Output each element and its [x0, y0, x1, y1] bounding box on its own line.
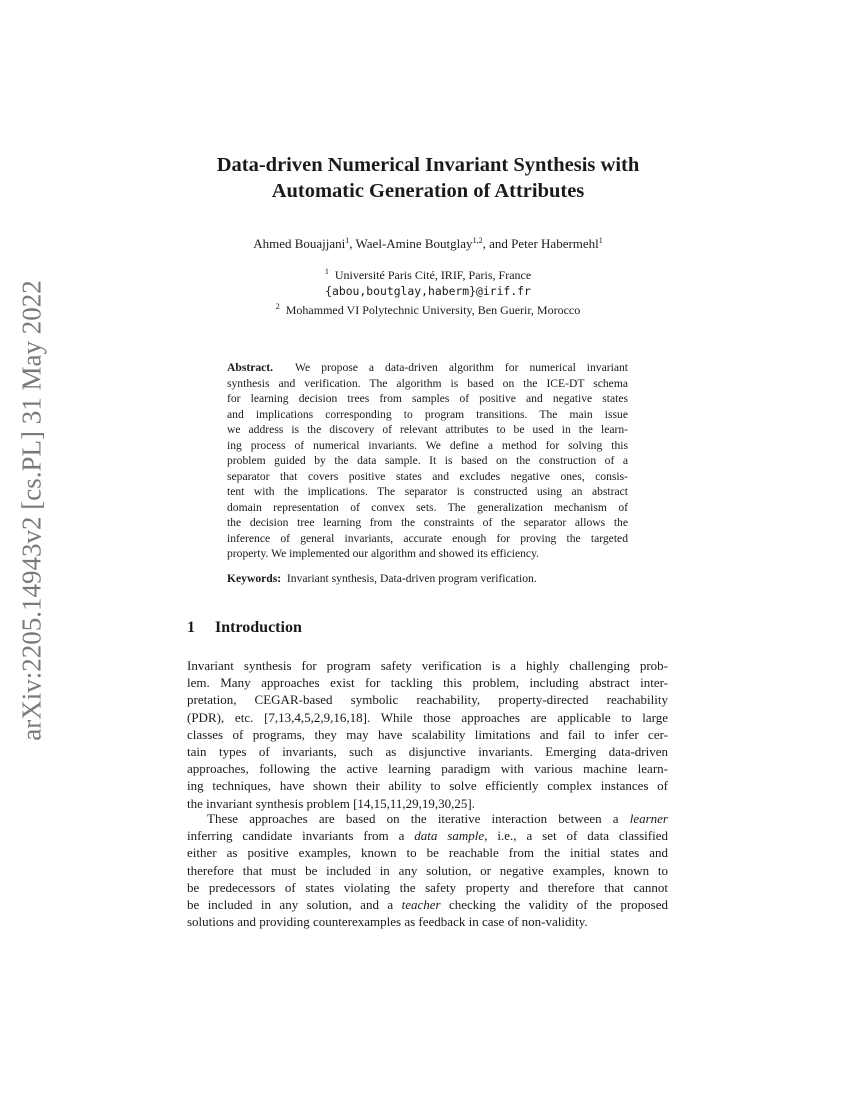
keywords-label: Keywords:: [227, 572, 282, 585]
section-title: Introduction: [215, 619, 302, 636]
para1-line-7: approaches, following the active learning paradigm with various machine learn-: [187, 761, 668, 777]
intro-paragraph-1: [187, 657, 668, 812]
abstract-line-3: for learning decision trees from samples of positive and negative states: [227, 392, 628, 405]
para2-line-5: be predecessors of states violating the safety property and therefore that cannot: [187, 879, 668, 895]
para1-line-2: lem. Many approaches exist for tackling this problem, including abstract inter-: [187, 675, 668, 691]
section-number: 1: [187, 619, 195, 636]
para2-line-6: [187, 896, 668, 913]
keywords: [227, 572, 628, 585]
para1-line-9: the invariant synthesis problem [14,15,11,29,19,30,25].: [187, 795, 476, 811]
affiliation-1: [150, 264, 706, 283]
para1-line-4: (PDR), etc. [7,13,4,5,2,9,16,18]. While those approaches are applicable to large: [187, 709, 668, 725]
para1-line-8: ing techniques, have shown their ability to solve efficiently complex instances of: [187, 778, 668, 794]
para2-line-1-text: These approaches are based on the iterative interaction between a: [207, 811, 630, 826]
para2-line-1: [187, 810, 668, 827]
para1-line-6: tain types of invariants, such as disjunctive invariants. Emerging data-driven: [187, 744, 668, 760]
author-1: Ahmed Bouajjani: [253, 236, 346, 251]
term-teacher: teacher: [401, 897, 441, 913]
title-line-2: Automatic Generation of Attributes: [271, 180, 585, 202]
para2-line-7: solutions and providing counterexamples as feedback in case of non-validity.: [187, 914, 588, 930]
intro-paragraph-2: [187, 810, 668, 930]
term-data-sample: data sample: [414, 828, 485, 844]
para2-line-6-text: be included in any solution, and a: [187, 897, 402, 913]
author-1-affil: 1: [345, 236, 350, 245]
abstract-line-13: property. We implemented our algorithm and showed its efficiency.: [227, 547, 540, 560]
author-3-affil: 1: [598, 236, 603, 245]
abstract-line: [227, 360, 628, 376]
affiliations: [150, 264, 706, 318]
title-line-1: Data-driven Numerical Invariant Synthesis with: [216, 154, 640, 176]
para1-line-5: classes of programs, they may have scalability limitations and fail to infer cer-: [187, 726, 668, 742]
para2-line-2: [187, 827, 668, 844]
paper-title: [150, 152, 706, 204]
abstract-line-9: tent with the implications. The separator is constructed using an abstract: [227, 485, 628, 498]
abstract-line-7: problem guided by the data sample. It is based on the construction of a: [227, 454, 628, 467]
author-emails: {abou,boutglay,haberm}@irif.fr: [325, 284, 531, 298]
affiliation-2-text: Mohammed VI Polytechnic University, Ben Guerir, Morocco: [285, 303, 581, 317]
arxiv-sidebar-stamp: [12, 260, 52, 760]
para2-line-4: therefore that must be included in any solution, or negative examples, known to: [187, 862, 668, 878]
abstract-line-4: and implications corresponding to program transitions. The main issue: [227, 407, 628, 421]
para2-line-6-rest: checking the validity of the proposed: [440, 897, 668, 913]
abstract-line-8: separator that covers positive states and excludes negative ones, consis-: [227, 469, 628, 483]
abstract-line-5: we address is the discovery of relevant attributes to be used in the learn-: [227, 423, 628, 436]
para1-line-3: pretation, CEGAR-based symbolic reachability, property-directed reachability: [187, 692, 668, 708]
affiliation-1-mark: 1: [324, 267, 329, 276]
author-3: , and Peter Habermehl: [482, 236, 599, 251]
abstract-line-11: the decision tree learning from the constraints of the separator allows the: [227, 516, 628, 529]
abstract-line-12: inference of general invariants, accurate enough for proving the targeted: [227, 531, 628, 545]
affiliation-2-mark: 2: [275, 302, 280, 311]
abstract-line-10: domain representation of convex sets. The generalization mechanism of: [227, 500, 628, 514]
affiliation-2: [150, 299, 706, 318]
para1-line-1: Invariant synthesis for program safety verification is a highly challenging prob-: [187, 658, 668, 673]
section-heading: [187, 619, 302, 637]
term-learner: learner: [629, 811, 668, 826]
abstract-line-1: We propose a data-driven algorithm for numerical invariant: [295, 361, 628, 374]
para2-line-3: either as positive examples, known to be reachable from the initial states and: [187, 845, 668, 861]
author-2-affil: 1,2: [472, 236, 483, 245]
author-list: [150, 236, 706, 252]
author-2: , Wael-Amine Boutglay: [349, 236, 473, 251]
keywords-text: Invariant synthesis, Data-driven program verification.: [286, 572, 537, 585]
arxiv-id-text: arXiv:2205.14943v2 [cs.PL] 31 May 2022: [16, 279, 47, 741]
para2-line-2-text: inferring candidate invariants from a: [187, 828, 415, 844]
affiliation-1-text: Université Paris Cité, IRIF, Paris, France: [334, 268, 532, 282]
abstract: [227, 360, 628, 562]
abstract-label: Abstract.: [227, 361, 274, 374]
para2-line-2-rest: , i.e., a set of data classified: [484, 828, 668, 844]
abstract-line-2: synthesis and verification. The algorithm is based on the ICE-DT schema: [227, 376, 628, 390]
abstract-line-6: ing process of numerical invariants. We define a method for solving this: [227, 438, 628, 452]
